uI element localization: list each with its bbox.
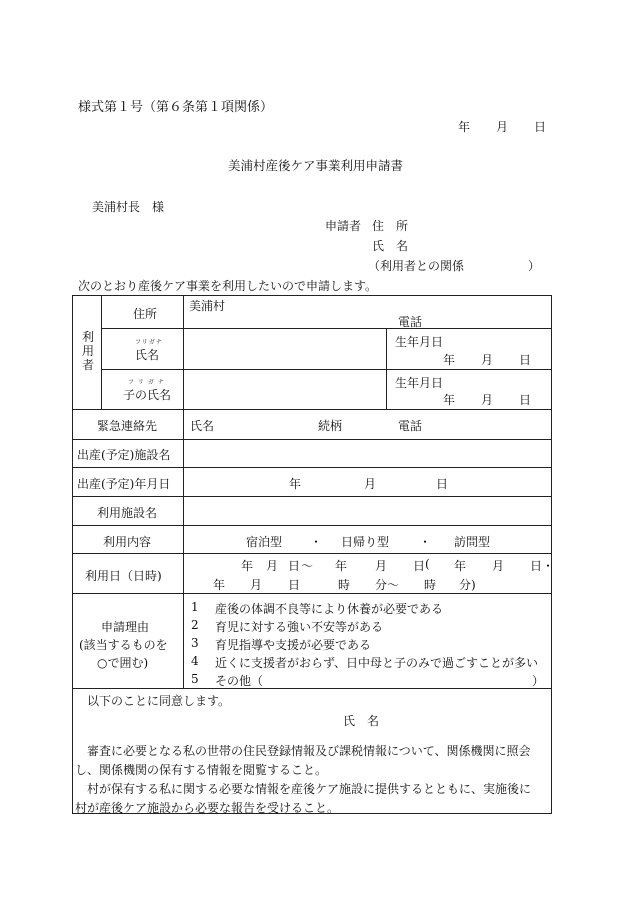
service-option-visit[interactable]: 訪問型 [454,535,491,549]
user-birth-year: 年 [443,353,456,367]
service-separator: ・ [419,535,432,549]
use-date-alt-day: 日 [530,559,543,573]
use-date-hour: 時 [338,578,351,592]
use-date-end-month: 月 [375,559,388,573]
date-day: 日 [534,120,547,134]
date-month: 月 [496,120,509,134]
name-ruby: フリガナ [135,339,163,346]
application-form-table [72,295,555,815]
consent-name-label: 氏 名 [343,714,380,728]
reason-item-4-text[interactable]: 近くに支援者がおらず、日中母と子のみで過ごすことが多い [215,656,539,670]
reason-label-3: ○で囲む) [97,656,149,670]
user-section-label: 利用者 [81,330,94,372]
birth-facility-label: 出産(予定)施設名 [77,448,171,462]
user-phone-label: 電話 [398,315,423,329]
user-birth-day: 日 [519,353,532,367]
use-date-alt-year: 年 [454,559,467,573]
use-date-time-month: 月 [250,578,263,592]
addressee: 美浦村長 様 [92,200,165,214]
use-date-time-year: 年 [213,578,226,592]
service-option-stay[interactable]: 宿泊型 [246,535,283,549]
reason-item-2-num[interactable]: 2 [191,618,199,632]
child-name-label: 子の氏名 [123,388,172,402]
child-birth-year: 年 [443,393,456,407]
child-birth-month: 月 [481,393,494,407]
consent-para1-line1: 審査に必要となる私の世帯の住民登録情報及び課税情報について、関係機関に照会 [75,744,531,758]
service-separator: ・ [310,535,323,549]
use-date-start-year: 年 [241,559,254,573]
applicant-relation-label: （利用者との関係 [368,259,465,273]
reason-item-5-text[interactable]: その他（ [215,674,264,688]
use-date-end-day: 日 [413,559,426,573]
birth-date-label: 出産(予定)年月日 [77,477,171,491]
emergency-name-label: 氏名 [190,419,215,433]
use-date-dot: ・ [542,559,555,573]
birth-date-month: 月 [364,477,377,491]
use-date-time-tilde: 〜 [387,578,400,592]
reason-item-3-num[interactable]: 3 [191,636,199,650]
applicant-label: 申請者 [325,219,362,233]
document-title: 美浦村産後ケア事業利用申請書 [228,158,404,173]
use-date-hour-end: 時 [424,578,437,592]
date-year: 年 [458,120,471,134]
use-date-alt-month: 月 [492,559,505,573]
consent-para2-line2: 村が産後ケア施設から必要な報告を受けること。 [75,801,340,815]
reason-item-1-num[interactable]: 1 [191,600,199,614]
reason-item-2-text[interactable]: 育児に対する強い不安等がある [215,620,384,634]
intro-text: 次のとおり産後ケア事業を利用したいので申請します。 [78,279,378,293]
use-date-tilde: 〜 [301,559,314,573]
reason-item-1-text[interactable]: 産後の体調不良等により休養が必要である [215,602,444,616]
user-birth-label: 生年月日 [395,335,444,349]
form-number: 様式第１号（第６条第１項関係） [78,100,274,115]
use-date-start-month: 月 [266,559,279,573]
user-birth-month: 月 [481,353,494,367]
consent-para2-line1: 村が保有する私に関する必要な情報を産後ケア施設に提供するとともに、実施後に [75,782,532,796]
use-date-minute: 分 [375,578,388,592]
applicant-name-label: 氏 名 [372,239,409,253]
user-address-value[interactable]: 美浦村 [189,299,226,313]
use-facility-label: 利用施設名 [97,506,158,520]
child-birth-label: 生年月日 [395,376,444,390]
reason-other-close: ） [532,674,545,688]
birth-date-year: 年 [289,477,302,491]
user-name-label: 氏名 [135,348,160,362]
reason-item-3-text[interactable]: 育児指導や支援が必要である [215,638,372,652]
user-address-label: 住所 [133,307,158,321]
service-option-daytrip[interactable]: 日帰り型 [341,535,390,549]
use-date-start-day: 日 [288,559,301,573]
emergency-contact-label: 緊急連絡先 [97,419,158,433]
use-date-time-day: 日 [288,578,301,592]
consent-heading: 以下のことに同意します。 [87,694,231,708]
consent-para1-line2: し、関係機関の保有する情報を閲覧すること。 [75,763,328,777]
use-date-end-year: 年 [335,559,348,573]
reason-label-2: (該当するものを [79,638,168,652]
child-birth-day: 日 [519,393,532,407]
emergency-phone-label: 電話 [398,419,423,433]
applicant-address-label: 住 所 [372,219,409,233]
use-date-minute-end: 分) [459,578,476,592]
use-date-paren-open: ( [425,557,430,571]
birth-date-day: 日 [436,477,449,491]
service-label: 利用内容 [103,535,152,549]
reason-item-4-num[interactable]: 4 [191,654,199,668]
emergency-relation-label: 続柄 [318,419,343,433]
child-name-ruby: フ リ ガ ナ [128,379,165,386]
use-date-label: 利用日（日時) [85,569,162,583]
applicant-relation-close: ） [528,259,541,273]
reason-label-1: 申請理由 [101,620,150,634]
reason-item-5-num[interactable]: 5 [191,672,199,686]
